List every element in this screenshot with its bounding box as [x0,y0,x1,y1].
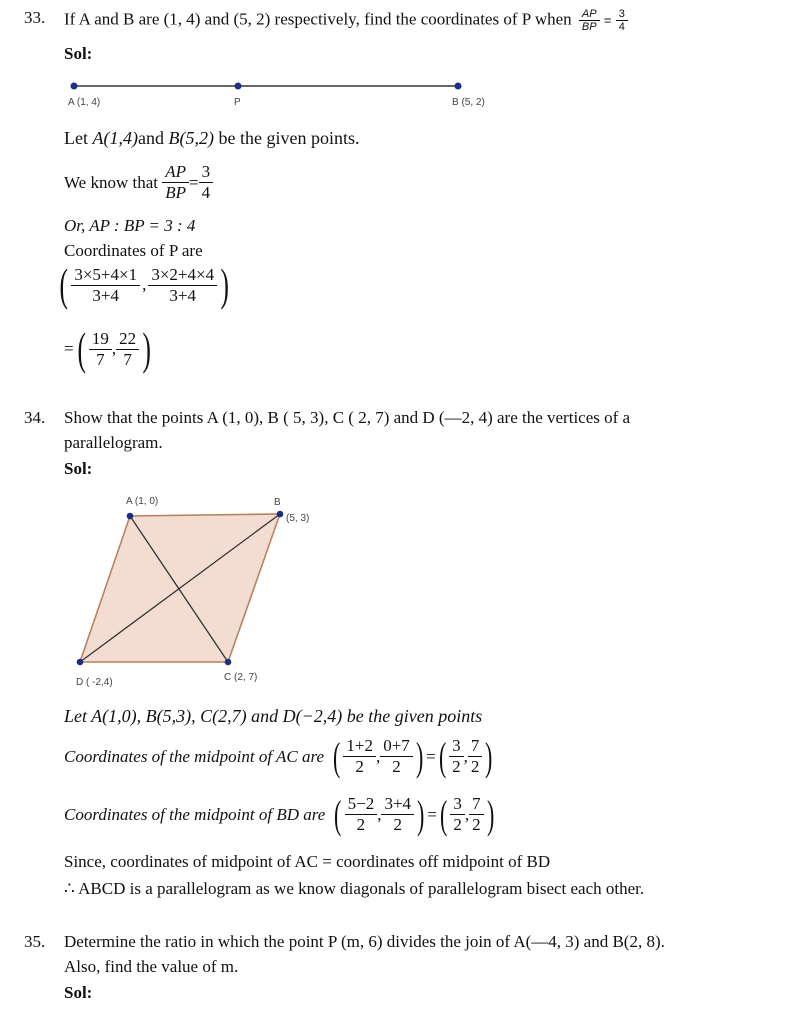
section-formula: ( $\frac{3\times 5+4\times 1}{3+4}$ , $\frac{3\times 2+4\times 4}{3+4}$ ) [59,259,229,310]
since-line: Since, coordinates of midpoint of AC = coordinates off midpoint of BD [64,852,551,871]
y-fraction: $\frac{3\times 2+4\times 4}{3+4}$ [148,265,217,306]
x-fraction: $\frac{3\times 5+4\times 1}{3+4}$ [71,265,140,306]
point-p [235,83,242,90]
label-p: P [234,97,241,108]
label-b: B (5, 2) [452,97,485,108]
vertex-b [277,511,284,518]
sol-label: Sol: [64,459,93,478]
label-b-coord: (5, 3) [286,513,310,524]
vertex-a [127,513,134,520]
question-text: Show that the points A (1, 0), B ( 5, 3), C ( 2, 7) and D (—2, 4) are the vertices of a parallelogram. [64,408,631,452]
line-segment-diagram [60,76,520,112]
ratio-fraction: $\frac{AP}{BP}$ [579,8,600,33]
we-know-line: We know that $\frac{AP}{BP}$ = $\frac{3}{4}$ [64,162,213,203]
sol-label: Sol: [64,44,93,63]
let-line: Let A(1,0), B(5,3), C(2,7) and D(−2,4) be the given points [64,706,483,726]
label-a: A (1, 0) [126,496,159,507]
point-a [71,83,78,90]
result-coordinates: = ( $\frac{19}{7}$ , $\frac{22}{7}$ ) [64,323,152,374]
label-a: A (1, 4) [68,97,101,108]
question-number: 33. [24,8,46,27]
question-text: Determine the ratio in which the point P (m, 6) divides the join of A(—4, 3) and B(2, 8). Also, find the value of m. [64,932,665,976]
three-quarters: $\frac{3}{4}$ [199,162,214,203]
vertex-d [77,659,84,666]
ap-bp-fraction: $\frac{AP}{BP}$ [162,162,189,203]
coordinates-line: Coordinates of P are [64,241,203,260]
vertex-c [225,659,232,666]
let-line: Let A(1,4) and B(5,2) be the given points. [64,128,360,148]
ratio-value: $\frac{3}{4}$ [616,8,628,33]
midpoint-ac-line: Coordinates of the midpoint of AC are ( $\frac{1+2}{2}$ , $\frac{0+7}{2}$ ) = ( $\frac{3}{2}$ , $\frac{7}{2}$ ) [64,733,493,779]
label-c: C (2, 7) [224,672,258,683]
conclusion-line: ∴ ABCD is a parallelogram as we know diagonals of parallelogram bisect each other. [64,879,645,898]
ratio-line: Or, AP : BP = 3 : 4 [64,216,196,235]
sol-label: Sol: [64,983,93,1002]
label-b: B [274,497,281,508]
parallelogram-diagram [68,490,338,690]
point-b [455,83,462,90]
label-d: D ( -2,4) [76,677,113,688]
question-text: If A and B are (1, 4) and (5, 2) respectively, find the coordinates of P when $\frac{AP}{BP}$ = $\frac{3}{4}$ [64,8,628,33]
question-number: 34. [24,408,46,427]
midpoint-bd-line: Coordinates of the midpoint of BD are ( $\frac{5-2}{2}$ , $\frac{3+4}{2}$ ) = ( $\frac{3}{2}$ , $\frac{7}{2}$ ) [64,791,494,837]
question-number: 35. [24,932,46,951]
